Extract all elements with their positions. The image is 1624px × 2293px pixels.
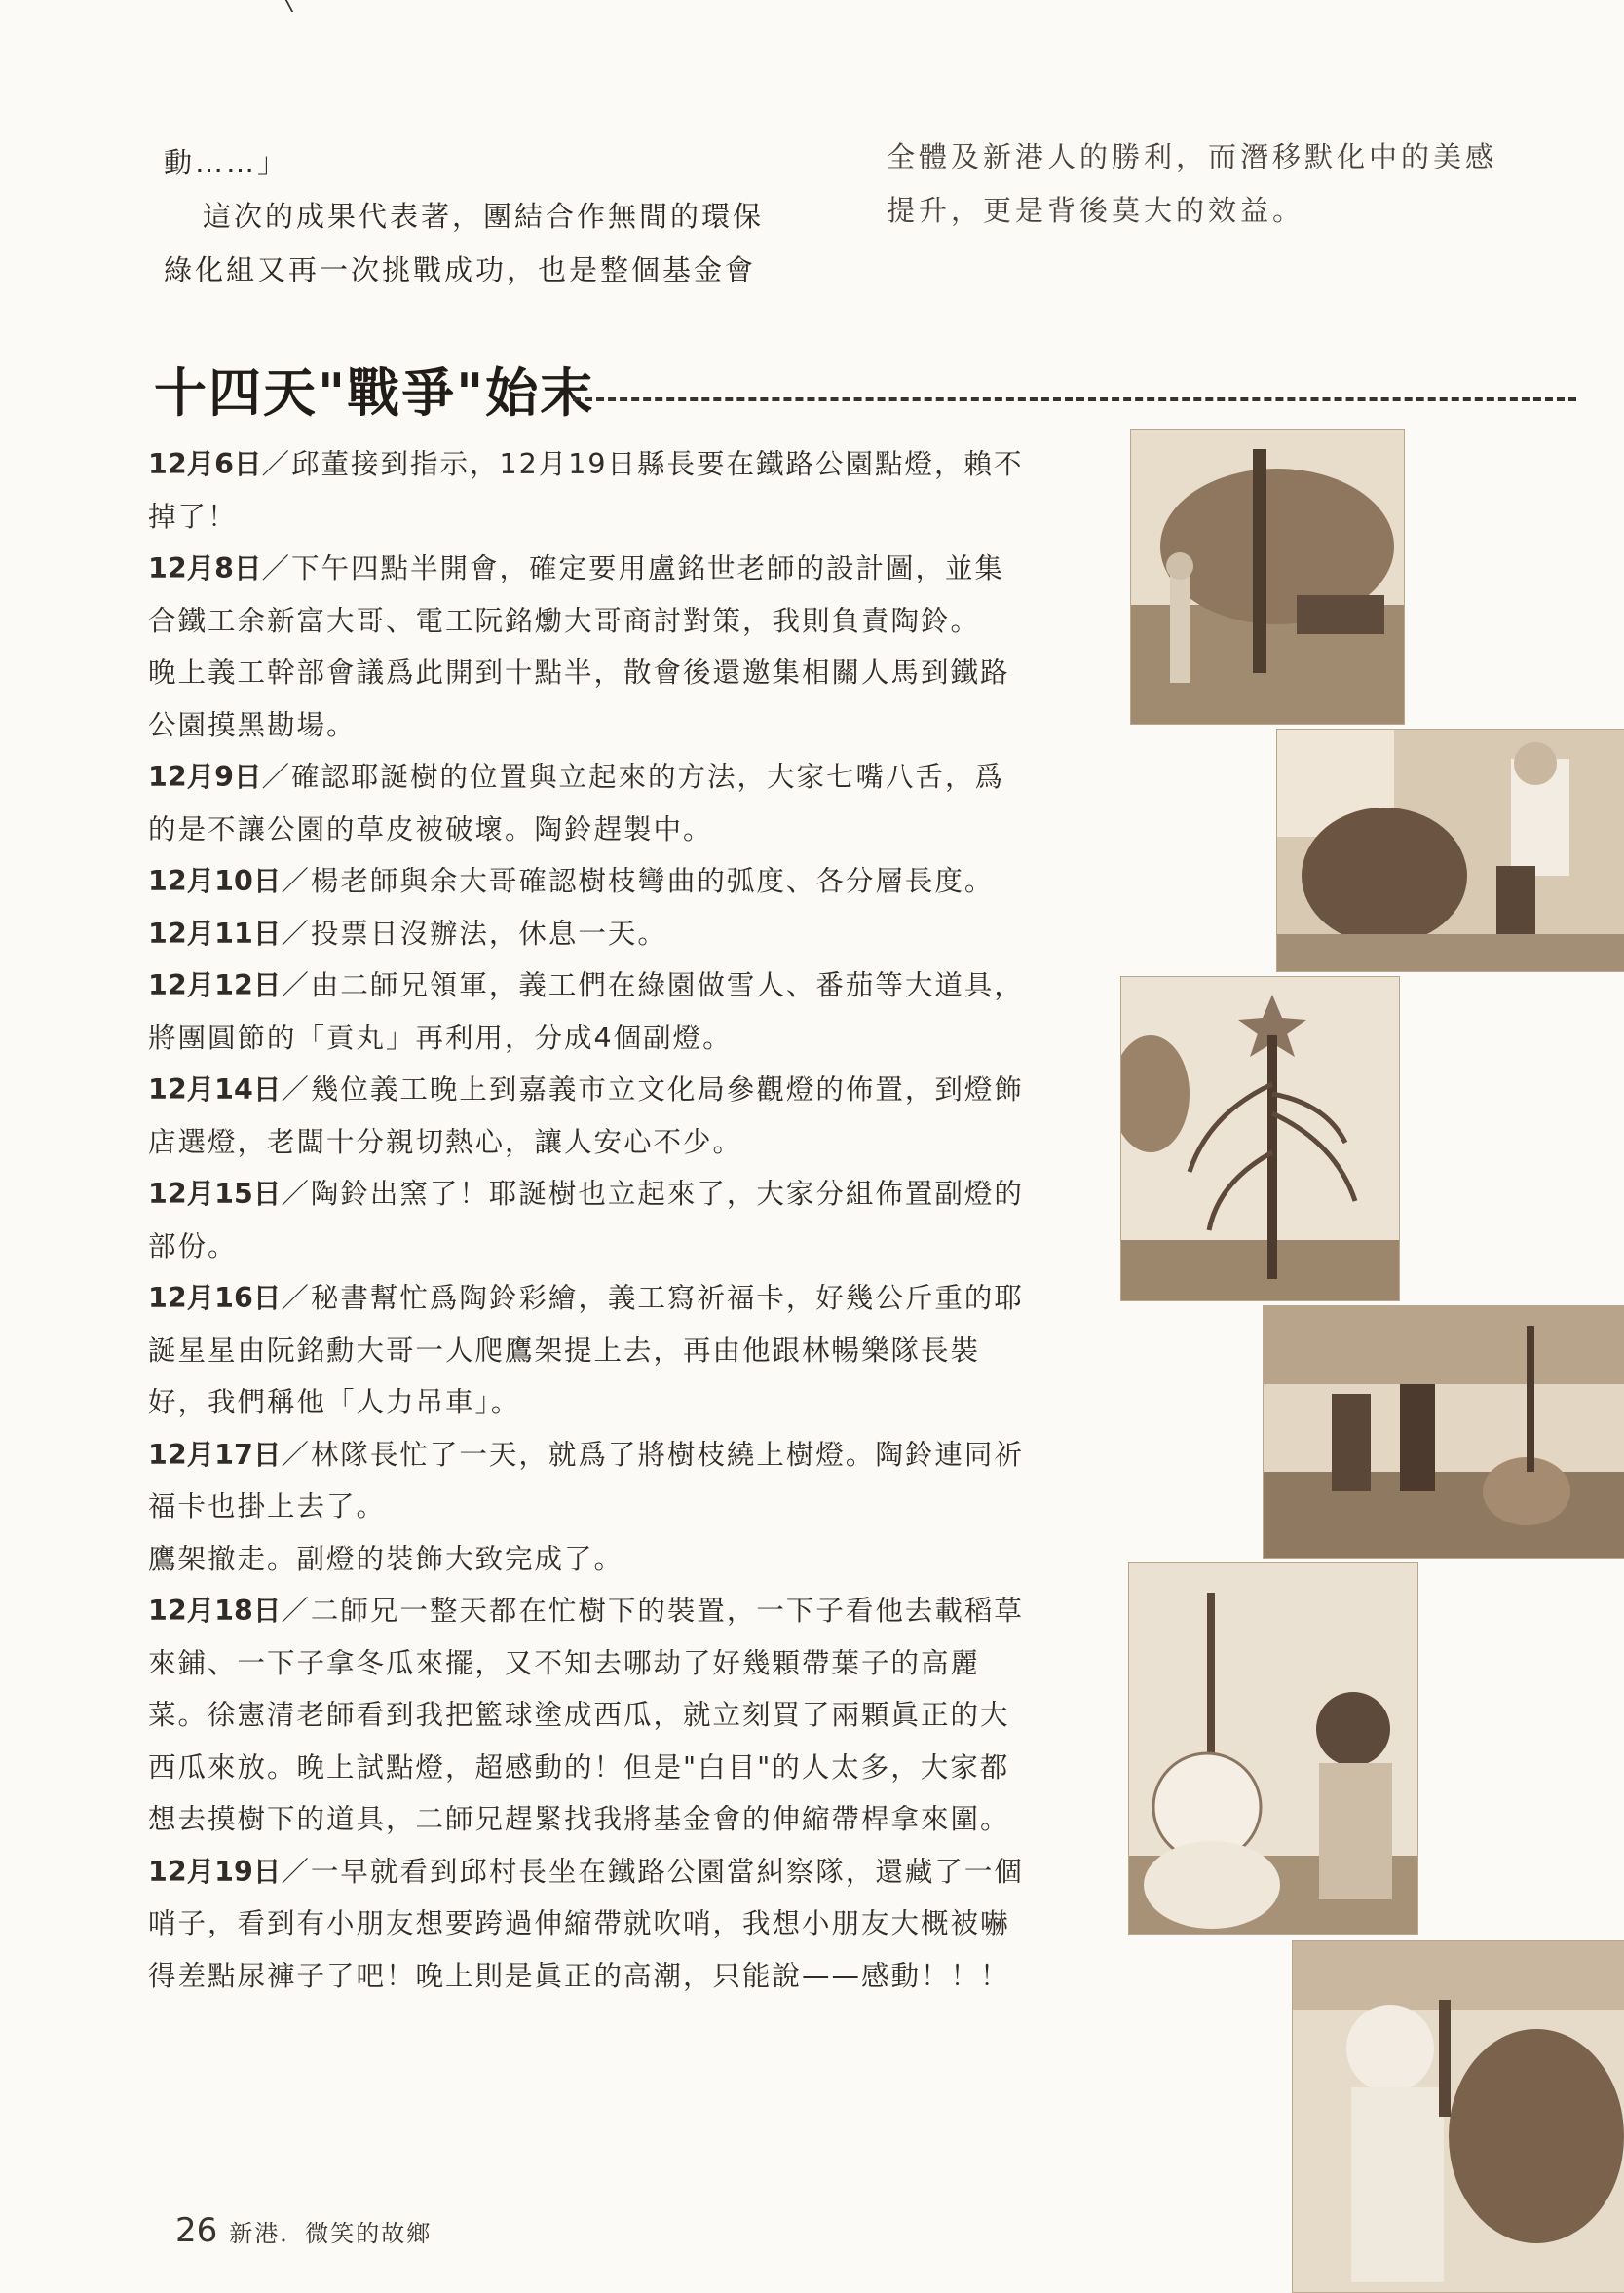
diary-entry: [148, 751, 1030, 855]
entry-text: ／由二師兄領軍，義工們在綠園做雪人、番茄等大道具，將團圓節的「貢丸」再利用，分成4個副燈。: [148, 969, 1024, 1054]
diary-entry: [148, 647, 1030, 751]
top-left-column: [164, 136, 846, 297]
photo-child-snowman: [1128, 1562, 1418, 1935]
top-left-line: 綠化組又再一次挑戰成功，也是整個基金會: [164, 253, 757, 286]
entry-date: 12月17日: [148, 1438, 282, 1471]
entry-date: 12月15日: [148, 1178, 282, 1210]
entry-date: 12月6日: [148, 448, 262, 480]
entry-text: 鷹架撤走。副燈的裝飾大致完成了。: [148, 1542, 624, 1575]
entry-text: ／陶鈴出窯了！耶誕樹也立起來了，大家分組佈置副燈的部份。: [148, 1178, 1024, 1262]
entry-text: ／投票日沒辦法，休息一天。: [281, 917, 667, 950]
diary-entry: [148, 855, 1030, 908]
entry-date: 12月18日: [148, 1595, 282, 1627]
diary-entry: [148, 438, 1030, 543]
section-heading: [154, 358, 1576, 429]
entry-date: 12月11日: [148, 917, 282, 950]
diary-entry: [148, 1429, 1030, 1533]
diary-entry: [148, 543, 1030, 647]
top-left-line: 動……」: [164, 146, 289, 179]
photo-christmas-tree: [1120, 976, 1400, 1301]
entry-date: 12月14日: [148, 1073, 282, 1106]
entry-text: ／幾位義工晚上到嘉義市立文化局參觀燈的佈置，到燈飾店選燈，老闆十分親切熱心，讓人安心不少。: [148, 1073, 1024, 1158]
entry-date: 12月12日: [148, 969, 282, 1001]
entry-date: 12月8日: [148, 552, 262, 584]
entry-date: 12月19日: [148, 1855, 282, 1888]
photo-volunteers-working: [1263, 1305, 1624, 1559]
entry-text: ／一早就看到邱村長坐在鐵路公園當糾察隊，還藏了一個哨子，看到有小朋友想要跨過伸縮帶就吹哨，我想小朋友大概被嚇得差點尿褲子了吧！晚上則是眞正的高潮，只能說——感動！！！: [148, 1855, 1024, 1992]
publication-name: 新港．微笑的故鄉: [229, 2220, 433, 2247]
entry-text: ／二師兄一整天都在忙樹下的裝置，一下子看他去載稻草來鋪、一下子拿冬瓜來擺，又不知去哪劫了好幾顆帶葉子的高麗菜。徐憲清老師看到我把籃球塗成西瓜，就立刻買了兩顆眞正的大西瓜來放。晚上試點燈，超感動的！但是"白目"的人太多，大家都想去摸樹下的道具，二師兄趕緊找我將基金會的伸縮帶桿拿來圍。: [148, 1595, 1024, 1835]
entry-date: 12月9日: [148, 761, 262, 793]
entry-date: 12月16日: [148, 1282, 282, 1314]
page-footer: [175, 2211, 432, 2253]
diary-entry: [148, 1064, 1030, 1168]
entry-date: 12月10日: [148, 865, 282, 897]
diary-entry: [148, 1846, 1030, 2003]
entry-text: ／楊老師與余大哥確認樹枝彎曲的弧度、各分層長度。: [281, 865, 995, 897]
diary-entry: [148, 1533, 1030, 1586]
page-number: 26: [175, 2211, 218, 2250]
heading-dashed-rule: [573, 397, 1576, 401]
entry-text: ／下午四點半開會，確定要用盧銘世老師的設計圖，並集合鐵工余新富大哥、電工阮銘爋大哥商討對策，我則負責陶鈴。: [148, 552, 1005, 637]
entry-text: ／秘書幫忙爲陶鈴彩繪，義工寫祈福卡，好幾公斤重的耶誕星星由阮銘勳大哥一人爬鷹架提上去，再由他跟林暢樂隊長裝好，我們稱他「人力吊車」。: [148, 1282, 1024, 1418]
diary-text: [148, 438, 1030, 2002]
top-right-column: [887, 131, 1588, 238]
entry-text: 晚上義工幹部會議爲此開到十點半，散會後還邀集相關人馬到鐵路公園摸黑勘場。: [148, 657, 1010, 741]
entry-text: ／邱董接到指示，12月19日縣長要在鐵路公園點燈，賴不掉了！: [148, 448, 1024, 533]
entry-text: ／林隊長忙了一天，就爲了將樹枝繞上樹燈。陶鈴連同祈福卡也掛上去了。: [148, 1438, 1024, 1522]
top-left-line: 這次的成果代表著，團結合作無間的環保: [203, 200, 765, 233]
diary-entry: [148, 1272, 1030, 1429]
photo-child-lantern: [1292, 1940, 1624, 2293]
diary-entry: [148, 908, 1030, 960]
diary-entry: [148, 1168, 1030, 1272]
top-right-line: 提升，更是背後莫大的效益。: [887, 194, 1305, 227]
top-right-line: 全體及新港人的勝利，而潛移默化中的美感: [887, 140, 1498, 173]
corner-mark: [285, 0, 307, 12]
diary-entry: [148, 959, 1030, 1064]
section-title: 十四天"戰爭"始末: [154, 362, 595, 424]
photo-park-site: [1130, 429, 1405, 725]
diary-entry: [148, 1585, 1030, 1846]
entry-text: ／確認耶誕樹的位置與立起來的方法，大家七嘴八舌，爲的是不讓公園的草皮被破壞。陶鈴趕製中。: [148, 761, 1005, 846]
photo-painting-lantern: [1276, 729, 1624, 972]
